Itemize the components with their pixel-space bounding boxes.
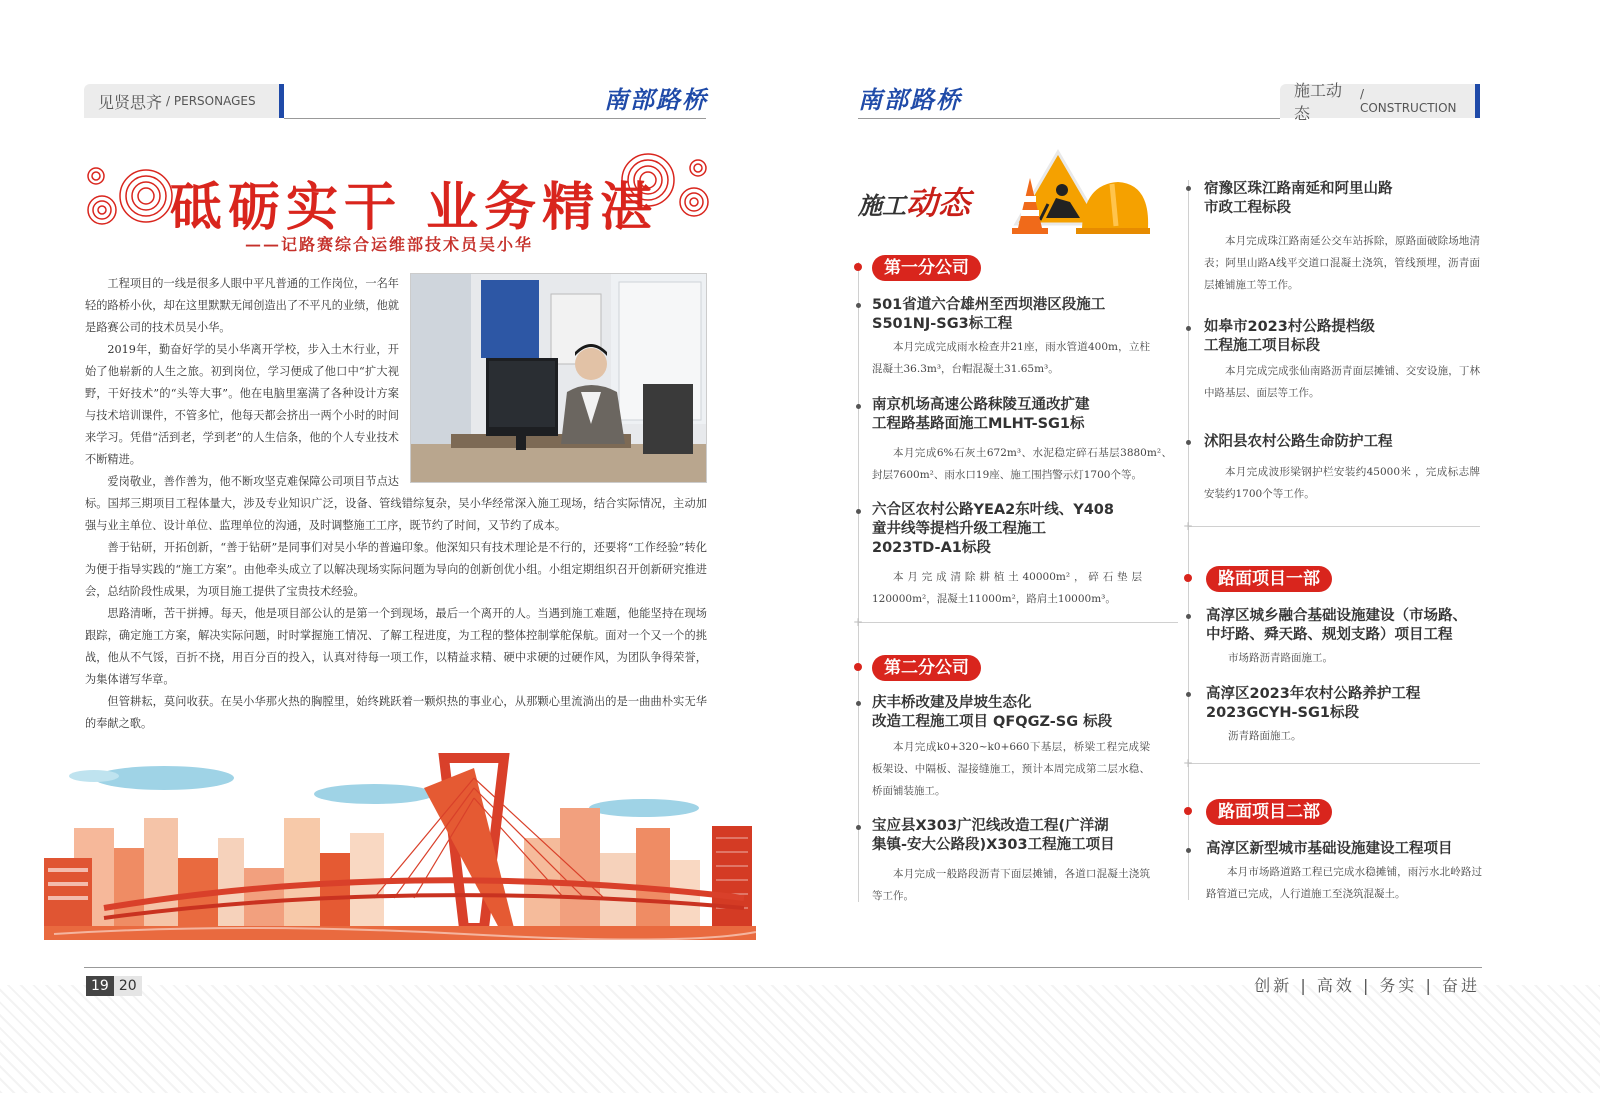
section-tab-en: / CONSTRUCTION (1359, 87, 1457, 115)
group-marker-dot (1184, 807, 1192, 815)
project-title: 六合区农村公路YEA2东叶线、Y408 童井线等提档升级工程施工 2023TD-A1标段 (872, 502, 1114, 556)
section-tab-construction (1280, 81, 1480, 123)
header-divider-right (858, 118, 1280, 119)
section-tab-en-text: PERSONAGES (173, 94, 256, 108)
project-title: 高淳区2023年农村公路养护工程 2023GCYH-SG1标段 (1206, 686, 1421, 721)
article-paragraph: 思路清晰，苦干拼搏。每天，他是项目部公认的是第一个到现场，最后一个离开的人。当遇到施工难题，他能坚持在现场跟踪，确定施工方案，解决实际问题，时时掌握施工情况、了解工程进度，为工程的整体控制掌舵保航。面对一个又一个的挑战，他从不气馁，百折不挠，用百分百的投入，认真对待每一项工作，以精益求精、硬中求硬的过硬作风，为团队争得荣誉，为集体谱写华章。 (85, 607, 707, 686)
item-bullet (856, 509, 861, 514)
article-paragraph: 善于钻研，开拓创新，“善于钻研”是同事们对吴小华的普遍印象。他深知只有技术理论是不行的，还要将“工作经验”转化为便于指导实践的“施工方案”。由他牵头成立了以解决现场实际问题为导向的创新创优小组。小组定期组织召开创新研究推进会，总结阶段性成果，为项目施工提供了宝贵技术经验。 (85, 541, 707, 598)
project-progress: 本月完成6%石灰土672m³、水泥稳定碎石基层3880m²、封层7600m²、雨水口19座、施工围挡警示灯1700个等。 (872, 447, 1172, 481)
plus-mark: + (1183, 756, 1194, 770)
article-title: 砥砺实干 业务精湛 (170, 177, 659, 238)
section-tab-personages (84, 84, 284, 118)
item-bullet (856, 404, 861, 409)
project-progress: 本月完成珠江路南延公交车站拆除，原路面破除场地清表；阿里山路A线平交道口混凝土浇筑，管线预埋，沥青面层摊铺施工等工作。 (1204, 235, 1480, 291)
item-bullet (856, 825, 861, 830)
group-separator (1188, 763, 1480, 764)
item-bullet (856, 303, 861, 308)
group-marker-dot (1184, 574, 1192, 582)
group-marker-dot (854, 263, 862, 271)
swirl-decoration-left (84, 162, 174, 232)
project-progress: 本月完成一般路段沥青下面层摊铺，各道口混凝土浇筑等工作。 (872, 868, 1150, 902)
article-subtitle: ——记路赛综合运维部技术员吴小华 (245, 235, 534, 254)
article-paragraph: 工程项目的一线是很多人眼中平凡普通的工作岗位，一名年轻的路桥小伙，却在这里默默无闻创造出了不平凡的业绩，他就是路赛公司的技术员吴小华。 (85, 277, 399, 334)
project-title: 沭阳县农村公路生命防护工程 (1204, 434, 1393, 450)
plus-mark: + (853, 615, 864, 629)
article-body (85, 273, 707, 735)
item-bullet (1186, 440, 1191, 445)
group-badge-first-branch: 第一分公司 (872, 255, 981, 281)
project-title: 501省道六合雄州至西坝港区段施工 S501NJ-SG3标工程 (872, 297, 1106, 332)
column-rule-a (858, 262, 859, 902)
section-tab-cn: 见贤思齐 (98, 92, 163, 112)
section-tab-cn: 施工动态 (1294, 81, 1343, 123)
project-progress: 本月完成k0+320~k0+660下基层，桥梁工程完成梁板架设、中隔板、湿接缝施工，预计本周完成第二层水稳、桥面铺装施工。 (872, 741, 1150, 797)
group-badge-pavement-dept-1: 路面项目一部 (1206, 566, 1332, 592)
item-bullet (1186, 186, 1191, 191)
construction-heading-big: 动态 (906, 184, 971, 222)
footer-divider (84, 967, 1482, 968)
brand-logo-left: 南部路桥 (604, 85, 708, 114)
project-progress: 沥青路面施工。 (1228, 730, 1302, 742)
group-separator (858, 622, 1178, 623)
header-divider-left (284, 118, 706, 119)
project-title: 如皋市2023村公路提档级 工程施工项目标段 (1204, 319, 1375, 354)
project-title: 宿豫区珠江路南延和阿里山路 市政工程标段 (1204, 181, 1393, 216)
project-progress: 市场路沥青路面施工。 (1228, 652, 1333, 664)
article-paragraph: 2019年，勤奋好学的吴小华离开学校，步入土木行业，开始了他崭新的人生之旅。初到岗位，学习便成了他口中“扩大视野，干好技术”的“头等大事”。他在电脑里塞满了各种设计方案与技术培训课件，不管多忙，他每天都会挤出一两个小时的时间来学习。凭借“活到老，学到老”的人生信条，他的个人专业技术不断精进。 (85, 343, 399, 466)
article-paragraph: 但管耕耘，莫问收获。在吴小华那火热的胸膛里，始终跳跃着一颗炽热的事业心，从那颗心里流淌出的是一曲曲朴实无华的奉献之歌。 (85, 695, 707, 730)
photo-wrap-space (399, 273, 707, 485)
project-title: 庆丰桥改建及岸坡生态化 改造工程施工项目 QFQGZ-SG 标段 (872, 695, 1113, 730)
project-title: 宝应县X303广氾线改造工程(广洋湖 集镇-安大公路段)X303工程施工项目 (872, 818, 1115, 853)
section-tab-en-text: CONSTRUCTION (1359, 101, 1457, 115)
project-title: 高淳区城乡融合基础设施建设（市场路、 中圩路、舜天路、规划支路）项目工程 (1206, 608, 1467, 643)
project-title: 南京机场高速公路秣陵互通改扩建 工程路基路面施工MLHT-SG1标 (872, 397, 1090, 432)
page-numbers (86, 976, 142, 996)
column-rule-b (1188, 180, 1189, 900)
project-progress: 本月完成完成张仙南路沥青面层摊铺、交安设施，丁林中路基层、面层等工作。 (1204, 365, 1480, 399)
footer-slogan: 创新 | 高效 | 务实 | 奋进 (1254, 976, 1480, 995)
background-pattern (0, 985, 1600, 1093)
item-bullet (1186, 692, 1191, 697)
item-bullet (1186, 614, 1191, 619)
group-separator (1188, 526, 1480, 527)
project-progress: 本月完成完成雨水检查井21座，雨水管道400m，立柱混凝土36.3m³，台帽混凝土31.65m³。 (872, 341, 1150, 375)
project-progress: 本月完成清除耕植土40000m²，碎石垫层120000m²，混凝土11000m²，路肩土10000m³。 (872, 571, 1142, 605)
article-paragraph: 爱岗敬业，善作善为，他不断攻坚克难保障公司项目节点达标。国邦三期项目工程体量大，涉及专业知识广泛，设备、管线错综复杂，吴小华经常深入施工现场，结合实际情况，主动加强与业主单位、设计单位、监理单位的沟通，及时调整施工工序，既节约了时间，又节约了成本。 (85, 475, 707, 532)
group-marker-dot (854, 663, 862, 671)
construction-heading (858, 178, 970, 224)
construction-heading-small: 施工 (858, 191, 906, 220)
construction-sign-illustration (1000, 148, 1150, 240)
group-badge-second-branch: 第二分公司 (872, 655, 981, 681)
plus-mark: + (1183, 519, 1194, 533)
brand-logo-right: 南部路桥 (858, 85, 962, 114)
item-bullet (1186, 848, 1191, 853)
group-badge-pavement-dept-2: 路面项目二部 (1206, 799, 1332, 825)
item-bullet (1186, 326, 1191, 331)
page-number-right: 20 (114, 976, 142, 996)
item-bullet (856, 701, 861, 706)
project-title: 高淳区新型城市基础设施建设工程项目 (1206, 841, 1453, 857)
page-number-left: 19 (86, 976, 114, 996)
section-tab-en: / PERSONAGES (166, 94, 256, 108)
cityscape-bridge-illustration (44, 748, 756, 940)
project-progress: 本月完成波形梁钢护栏安装约45000米 ，完成标志牌安装约1700个等工作。 (1204, 466, 1480, 500)
project-progress: 本月市场路道路工程已完成水稳摊铺，雨污水北岭路过路管道已完成，人行道施工至浇筑混凝土。 (1206, 866, 1482, 900)
